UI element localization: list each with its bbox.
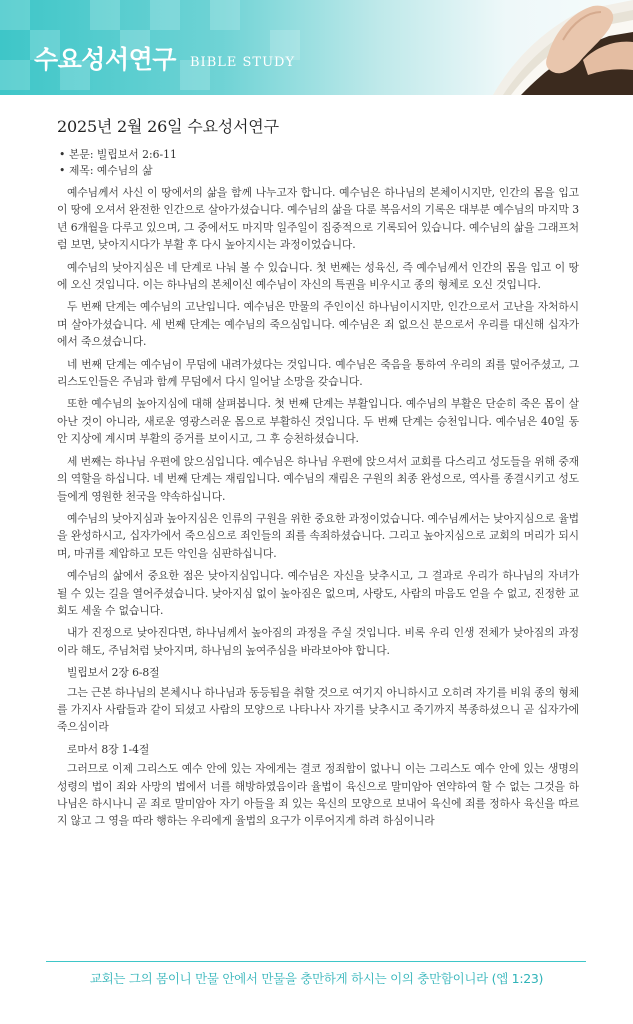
scripture-text-label: • 본문: 빌립보서 2:6-11 [57,147,579,163]
header-banner [0,0,633,95]
paragraph: 두 번째 단계는 예수님의 고난입니다. 예수님은 만물의 주인이신 하나님이시지만, 인간으로서 고난을 자처하시며 살아가셨습니다. 세 번째 단계는 예수님의 죽으심입니다. 예수님은 죄 없으신 분으로서 우리를 대신해 십자가에서 죽으셨습니다. [57,300,579,349]
decorative-tile [150,0,180,30]
paragraph: 예수님의 낮아지심과 높아지심은 인류의 구원을 위한 중요한 과정이었습니다. 예수님께서는 낮아지심으로 율법을 완성하시고, 십자가에서 죽으심으로 죄인들의 죄를 속죄하셨습니다. 그리고 높아지심으로 교회의 머리가 되시며, 마귀를 제압하고 모든 악인을 심판하십니다. [57,511,579,560]
paragraph: 예수님의 삶에서 중요한 점은 낮아지심입니다. 예수님은 자신을 낮추시고, 그 결과로 우리가 하나님의 자녀가 될 수 있는 길을 열어주셨습니다. 낮아지심 없이 높아짐은 없으며, 사랑도, 사람의 마음도 얻을 수 없고, 진정한 교회도 세울 수 없습니다. [57,569,579,617]
decorative-tile [0,0,30,30]
decorative-tile [90,0,120,30]
paragraph: 예수님의 낮아지심은 네 단계로 나눠 볼 수 있습니다. 첫 번째는 성육신, 즉 예수님께서 인간의 몸을 입고 이 땅에 오신 것입니다. 이는 하나님의 본체이신 예수님이 자신의 특권을 비우시고 종의 형체로 오신 것입니다. [57,260,579,292]
meta-list [57,147,579,179]
paragraph: 네 번째 단계는 예수님이 무덤에 내려가셨다는 것입니다. 예수님은 죽음을 통하여 우리의 죄를 덮어주셨고, 그리스도인들은 주님과 함께 무덤에서 다시 일어날 소망을 갖습니다. [57,357,579,389]
page-title: 2025년 2월 26일 수요성서연구 [57,117,279,136]
scripture-quote: 그러므로 이제 그리스도 예수 안에 있는 자에게는 결코 정죄함이 없나니 이는 그리스도 예수 안에 있는 생명의 성령의 법이 죄와 사망의 법에서 너를 해방하였음이라 율법이 육신으로 말미암아 연약하여 할 수 없는 그것을 하나님은 하시나니 곧 죄로 말미암아 자기 아들을 죄 있는 육신의 모양으로 보내어 육신에 죄를 정하사 육신을 따르지 않고 그 영을 따라 행하는 우리에게 율법의 요구가 이루어지게 하려 하심이니라 [57,762,579,828]
bible-hand-image [433,0,633,95]
paragraph: 또한 예수님의 높아지심에 대해 살펴봅니다. 첫 번째 단계는 부활입니다. 예수님의 부활은 단순히 죽은 몸이 살아난 것이 아니라, 새로운 영광스러운 몸으로 부활하신 것입니다. 두 번째 단계는 승천입니다. 예수님은 40일 동안 지상에 계시며 부활의 증거를 보이시고, 그 후 승천하셨습니다. [57,397,579,446]
paragraph: 세 번째는 하나님 우편에 앉으심입니다. 예수님은 하나님 우편에 앉으셔서 교회를 다스리고 성도들을 위해 중재의 역할을 하십니다. 네 번째 단계는 재림입니다. 예수님의 재림은 구원의 최종 완성으로, 역사를 종결시키고 성도들에게 영원한 천국을 약속하십니다. [57,454,579,503]
decorative-tile [0,60,30,90]
document-body [57,100,579,835]
footer-verse: 교회는 그의 몸이니 만물 안에서 만물을 충만하게 하시는 이의 충만함이니라 (엡 1:23) [89,971,544,986]
scripture-quote: 그는 근본 하나님의 본체시나 하나님과 동등됨을 취할 것으로 여기지 아니하시고 오히려 자기를 비워 종의 형체를 가지사 사람들과 같이 되셨고 사람의 모양으로 나타나사 자기를 낮추시고 죽기까지 복종하셨으니 곧 십자가에 죽으심이라 [57,685,579,734]
sermon-title-label: • 제목: 예수님의 삶 [57,163,579,179]
paragraph: 예수님께서 사신 이 땅에서의 삶을 함께 나누고자 합니다. 예수님은 하나님의 본체이시지만, 인간의 몸을 입고 이 땅에 오셔서 완전한 인간으로 살아가셨습니다. 예수님의 삶을 다룬 복음서의 기록은 대부분 예수님의 마지막 3년 6개월을 다루고 있으며, 그 중에서도 마지막 일주일이 집중적으로 기록되어 있습니다. 예수님의 삶을 그래프처럼 보면, 낮아지시다가 부활 후 다시 높아지시는 과정이었습니다. [57,186,579,252]
banner-subtitle: BIBLE STUDY [190,55,296,70]
scripture-reference: 로마서 8장 1-4절 [67,742,150,756]
decorative-tile [210,0,240,30]
footer-divider [46,961,586,962]
banner-title: 수요성서연구 [34,45,176,74]
paragraph: 내가 진정으로 낮아진다면, 하나님께서 높아짐의 과정을 주실 것입니다. 비록 우리 인생 전체가 낮아짐의 과정이라 해도, 주님처럼 낮아지며, 하나님의 높여주심을 바라보아야 합니다. [57,626,579,657]
scripture-reference: 빌립보서 2장 6-8절 [67,666,160,680]
